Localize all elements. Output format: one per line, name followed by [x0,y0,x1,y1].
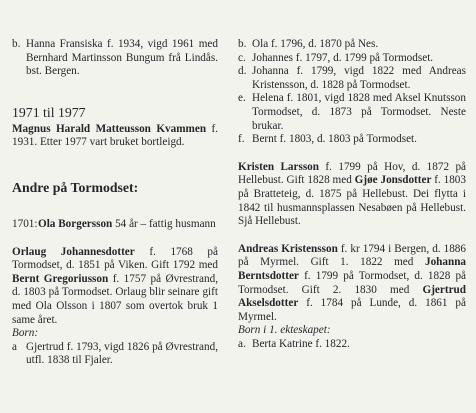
andreas-entry [238,243,466,325]
orlaug-entry [12,246,218,328]
spouse-name: Johanna Berntsdotter [238,256,467,282]
child-entry-b [12,38,218,79]
entry-label: c. [238,51,246,64]
section-heading: Andre på Tormodset: [12,179,139,195]
person-name: Orlaug Johannesdotter [12,245,135,258]
person-text: f. 1784 på Lunde, d. 1861 på Myrmel. [238,297,466,323]
person-text: f. kr 1794 i Bergen, d. 1886 på Myrmel. Gift 1. 1822 med [238,242,466,269]
child-entry-a [238,338,466,352]
person-text: f. 1799 på Tormodset, d. 1828 på Tormodset. Gift 2. 1830 med [238,269,466,296]
entry-text: Johannes f. 1797, d. 1799 på Tormodset. [252,51,434,64]
ola-entry [12,218,218,232]
entry-label: f. [238,133,245,146]
person-name: Andreas Kristensson [238,242,338,255]
person-text: 54 år – fattig husmann [115,217,216,230]
person-name: Magnus Harald Matteusson Kvammen [12,122,207,135]
child-entry-a [12,341,218,368]
entry-text: Bernt f. 1803, d. 1803 på Tormodset. [252,133,417,146]
spouse-name: Bernt Gregoriusson [12,272,109,285]
entry-text: Johanna f. 1799, vigd 1822 med Andreas Kristensson, d. 1828 på Tormodset. [252,65,466,91]
period-heading: 1971 til 1977 [12,104,86,120]
child-entry [238,92,466,133]
person-name: Ola Borgersson [38,217,113,230]
person-name: Kristen Larsson [238,160,319,173]
entry-text: Helena f. 1801, vigd 1828 med Aksel Knutsson Tormodset, d. 1873 på Tormodset. Neste brukar. [252,92,466,132]
person-text: f. 1931. Etter 1977 vart bruket bortleigd. [12,122,219,149]
born-label: Born i 1. ekteskapet: [238,324,331,337]
person-text: f. 1768 på Tormodset, d. 1851 på Viken. Gift 1792 med [12,245,218,272]
kristen-entry [238,161,466,229]
child-entry [238,38,466,52]
entry-text: Gjertrud f. 1793, vigd 1826 på Øvrestrand, utfl. 1838 til Fjaler. [26,340,218,367]
entry-label: a. [238,337,246,350]
magnus-entry [12,123,218,150]
entry-text: Hanna Fransiska f. 1934, vigd 1961 med Bernhard Martinsson Bungum frå Lindås. bst. Bergen. [26,38,218,78]
entry-label: b. [12,38,21,50]
entry-label: a [12,340,17,353]
entry-label: d. [238,65,247,78]
right-column [238,38,466,351]
spouse-name: Gjertrud Akselsdotter [238,283,466,310]
person-text: f. 1799 på Hov, d. 1872 på Hellebust. Gift 1828 med [238,160,467,187]
left-column [12,38,218,368]
entry-text: Ola f. 1796, d. 1870 på Nes. [252,38,379,50]
person-text: f. 1757 på Øvrestrand, d. 1803 på Tormodset. Orlaug blir seinare gift med Ola Olsson i 1807 som overtok bruk 1 same året. [12,272,218,326]
child-entry [238,133,466,147]
person-text: f. 1803 på Bratteteig, d. 1875 på Hellebust. Dei flytta i 1842 til husmannsplassen Nesabøen på Hellebust. Sjå Hellebust. [238,174,466,228]
child-entry [238,52,466,66]
spouse-name: Gjøe Jonsdotter [354,174,432,187]
entry-label: e. [238,92,246,105]
entry-label: b. [238,38,247,50]
entry-text: Berta Katrine f. 1822. [252,337,350,350]
born-label: Born: [12,327,39,340]
year-label: 1701: [12,217,38,230]
child-entry [238,65,466,92]
